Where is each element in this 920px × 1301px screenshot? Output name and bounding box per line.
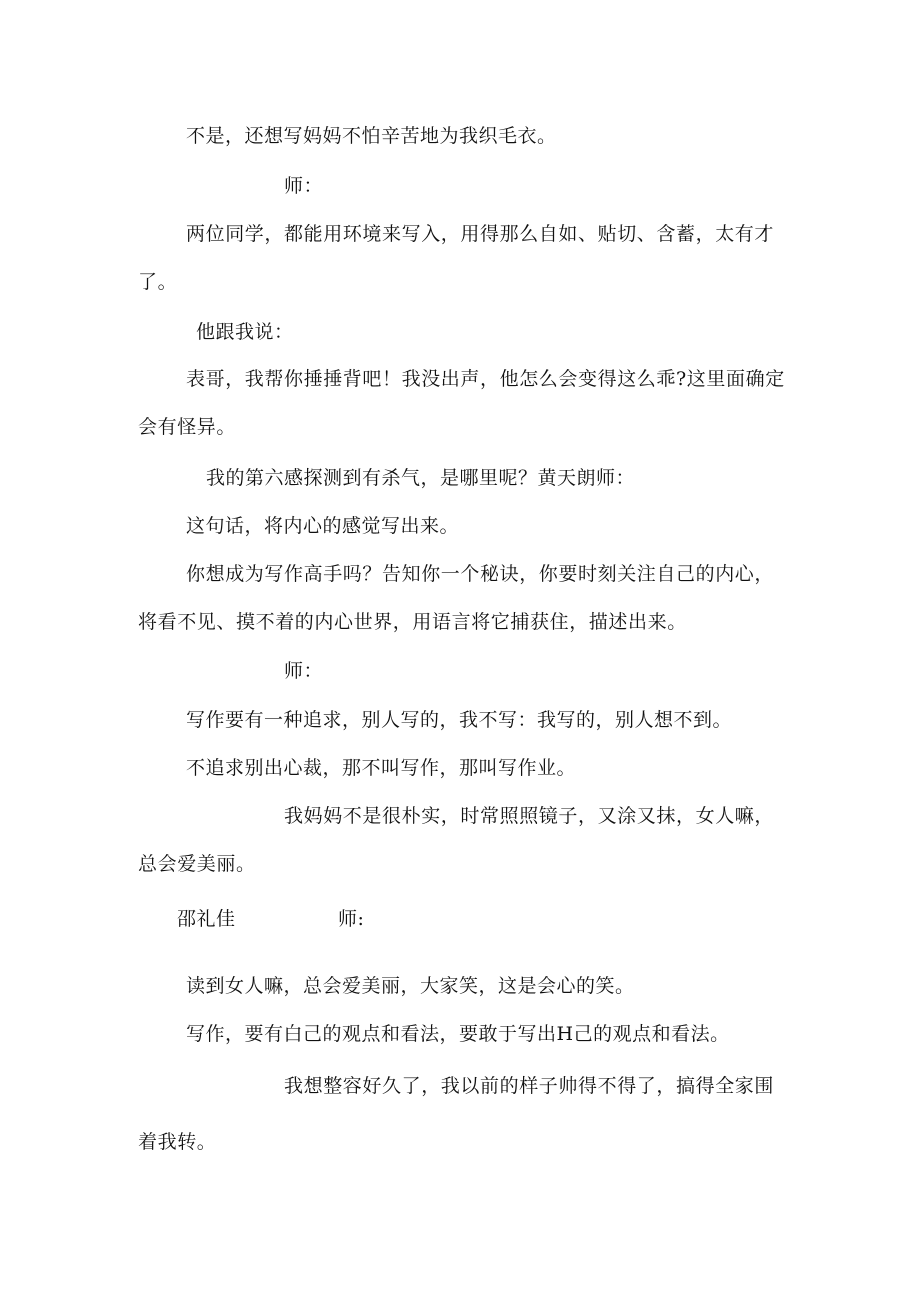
speaker-teacher-3: 师: [338, 908, 365, 930]
student-name: 邵礼佳 [177, 908, 236, 930]
paragraph-6: 你想成为写作高手吗？告知你一个秘诀，你要时刻关注自己的内心，将看不见、摸不着的内心世界，用语言将它捕获住，描述出来。 [138, 563, 775, 633]
speaker-teacher-2: 师： [284, 660, 324, 682]
paragraph-11: 写作，要有白己的观点和看法，要敢于写出H己的观点和看法。 [186, 1023, 730, 1045]
paragraph-7: 写作要有一种追求，别人写的，我不写：我写的，别人想不到。 [186, 709, 733, 731]
paragraph-1: 不是，还想写妈妈不怕辛苦地为我织毛衣。 [186, 125, 557, 147]
speaker-he-said: 他跟我说： [196, 321, 294, 343]
paragraph-2: 两位同学，都能用环境来写入，用得那么自如、贴切、含蓄，太有才了。 [138, 223, 775, 293]
paragraph-8: 不追求别出心裁，那不叫写作，那叫写作业。 [186, 757, 577, 779]
paragraph-12: 我想整容好久了，我以前的样子帅得不得了，搞得全家围着我转。 [138, 1075, 775, 1153]
paragraph-5: 这句话，将内心的感觉写出来。 [186, 515, 460, 537]
paragraph-4: 我的第六感探测到有杀气，是哪里呢？黄天朗师： [206, 467, 636, 489]
paragraph-9: 我妈妈不是很朴实，时常照照镜子，又涂又抹，女人嘛，总会爱美丽。 [138, 805, 775, 875]
paragraph-3: 表哥，我帮你捶捶背吧！我没出声，他怎么会变得这么乖?这里面确定会有怪异。 [138, 368, 785, 438]
speaker-teacher-1: 师： [284, 175, 324, 197]
paragraph-10: 读到女人嘛，总会爱美丽，大家笑，这是会心的笑。 [186, 975, 635, 997]
